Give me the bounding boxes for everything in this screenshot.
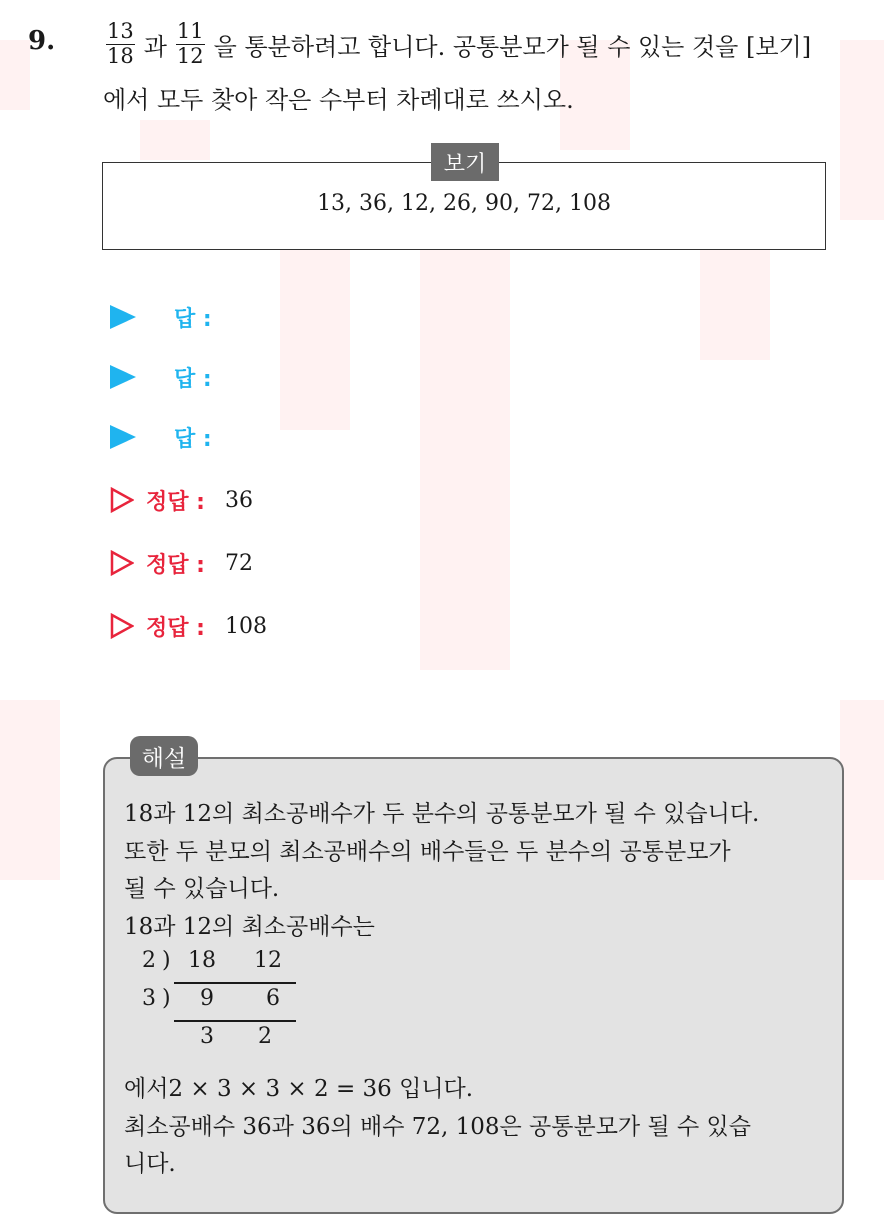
- correct-answer-row-3: [110, 610, 267, 642]
- answer-label-3: 답 :: [174, 426, 212, 452]
- outline-triangle-icon: [110, 487, 134, 513]
- answer-row-2: [110, 361, 212, 393]
- question-line-2: 에서 모두 찾아 작은 수부터 차례대로 쓰시오.: [103, 86, 574, 114]
- correct-value-1: 36: [224, 487, 253, 513]
- correct-label-2: 정답 :: [146, 552, 205, 578]
- correct-answer-row-2: [110, 547, 253, 579]
- fraction-1: [106, 20, 135, 67]
- correct-label-1: 정답 :: [146, 489, 205, 515]
- bracket-2: ): [162, 986, 171, 1011]
- correct-value-3: 108: [224, 613, 267, 639]
- question-text-1: 을 통분하려고 합니다. 공통분모가 될 수 있는 것을 [보기]: [213, 32, 812, 61]
- outline-triangle-icon: [110, 550, 134, 576]
- explanation-line-4: 18과 12의 최소공배수는: [124, 914, 375, 940]
- play-arrow-icon: [110, 425, 136, 449]
- answer-label-1: 답 :: [174, 306, 212, 332]
- outline-triangle-icon: [110, 613, 134, 639]
- play-arrow-icon: [110, 305, 136, 329]
- answer-label-2: 답 :: [174, 366, 212, 392]
- answer-row-1: [110, 301, 212, 333]
- bogi-content: 13, 36, 12, 26, 90, 72, 108: [317, 191, 611, 216]
- explanation-label: 해설: [130, 736, 198, 776]
- quotient-3b: 2: [258, 1024, 272, 1049]
- explanation-line-1: 18과 12의 최소공배수가 두 분수의 공통분모가 될 수 있습니다.: [124, 801, 760, 827]
- fraction-2-denominator: 12: [176, 43, 204, 68]
- fraction-1-numerator: 13: [107, 19, 134, 44]
- quotient-2a: 9: [200, 986, 214, 1011]
- divisor-2: 3: [142, 986, 156, 1011]
- ladder-division: [136, 944, 336, 1054]
- explanation-line-3: 될 수 있습니다.: [124, 876, 280, 902]
- bogi-label: 보기: [431, 143, 499, 181]
- divisor-1: 2: [142, 948, 156, 973]
- dividend-1a: 18: [188, 948, 216, 973]
- correct-answer-row-1: [110, 484, 253, 516]
- question-conjunction: 과: [143, 32, 167, 61]
- fraction-2: [176, 20, 205, 67]
- correct-label-3: 정답 :: [146, 615, 205, 641]
- division-rule-1: [174, 982, 296, 984]
- explanation-line-6: 최소공배수 36과 36의 배수 72, 108은 공통분모가 될 수 있습: [124, 1114, 751, 1140]
- fraction-1-denominator: 18: [107, 43, 134, 68]
- play-arrow-icon: [110, 365, 136, 389]
- quotient-3a: 3: [200, 1024, 214, 1049]
- correct-value-2: 72: [224, 550, 253, 576]
- question-number: 9.: [28, 26, 56, 56]
- division-rule-2: [174, 1020, 296, 1022]
- question-line-1: [103, 14, 817, 74]
- explanation-line-5: 에서2 × 3 × 3 × 2 = 36 입니다.: [124, 1076, 474, 1102]
- fraction-2-numerator: 11: [176, 19, 204, 44]
- answer-row-3: [110, 421, 212, 453]
- dividend-1b: 12: [254, 948, 282, 973]
- bracket-1: ): [162, 948, 171, 973]
- explanation-line-2: 또한 두 분모의 최소공배수의 배수들은 두 분수의 공통분모가: [124, 839, 731, 865]
- quotient-2b: 6: [266, 986, 280, 1011]
- explanation-line-7: 니다.: [124, 1151, 176, 1177]
